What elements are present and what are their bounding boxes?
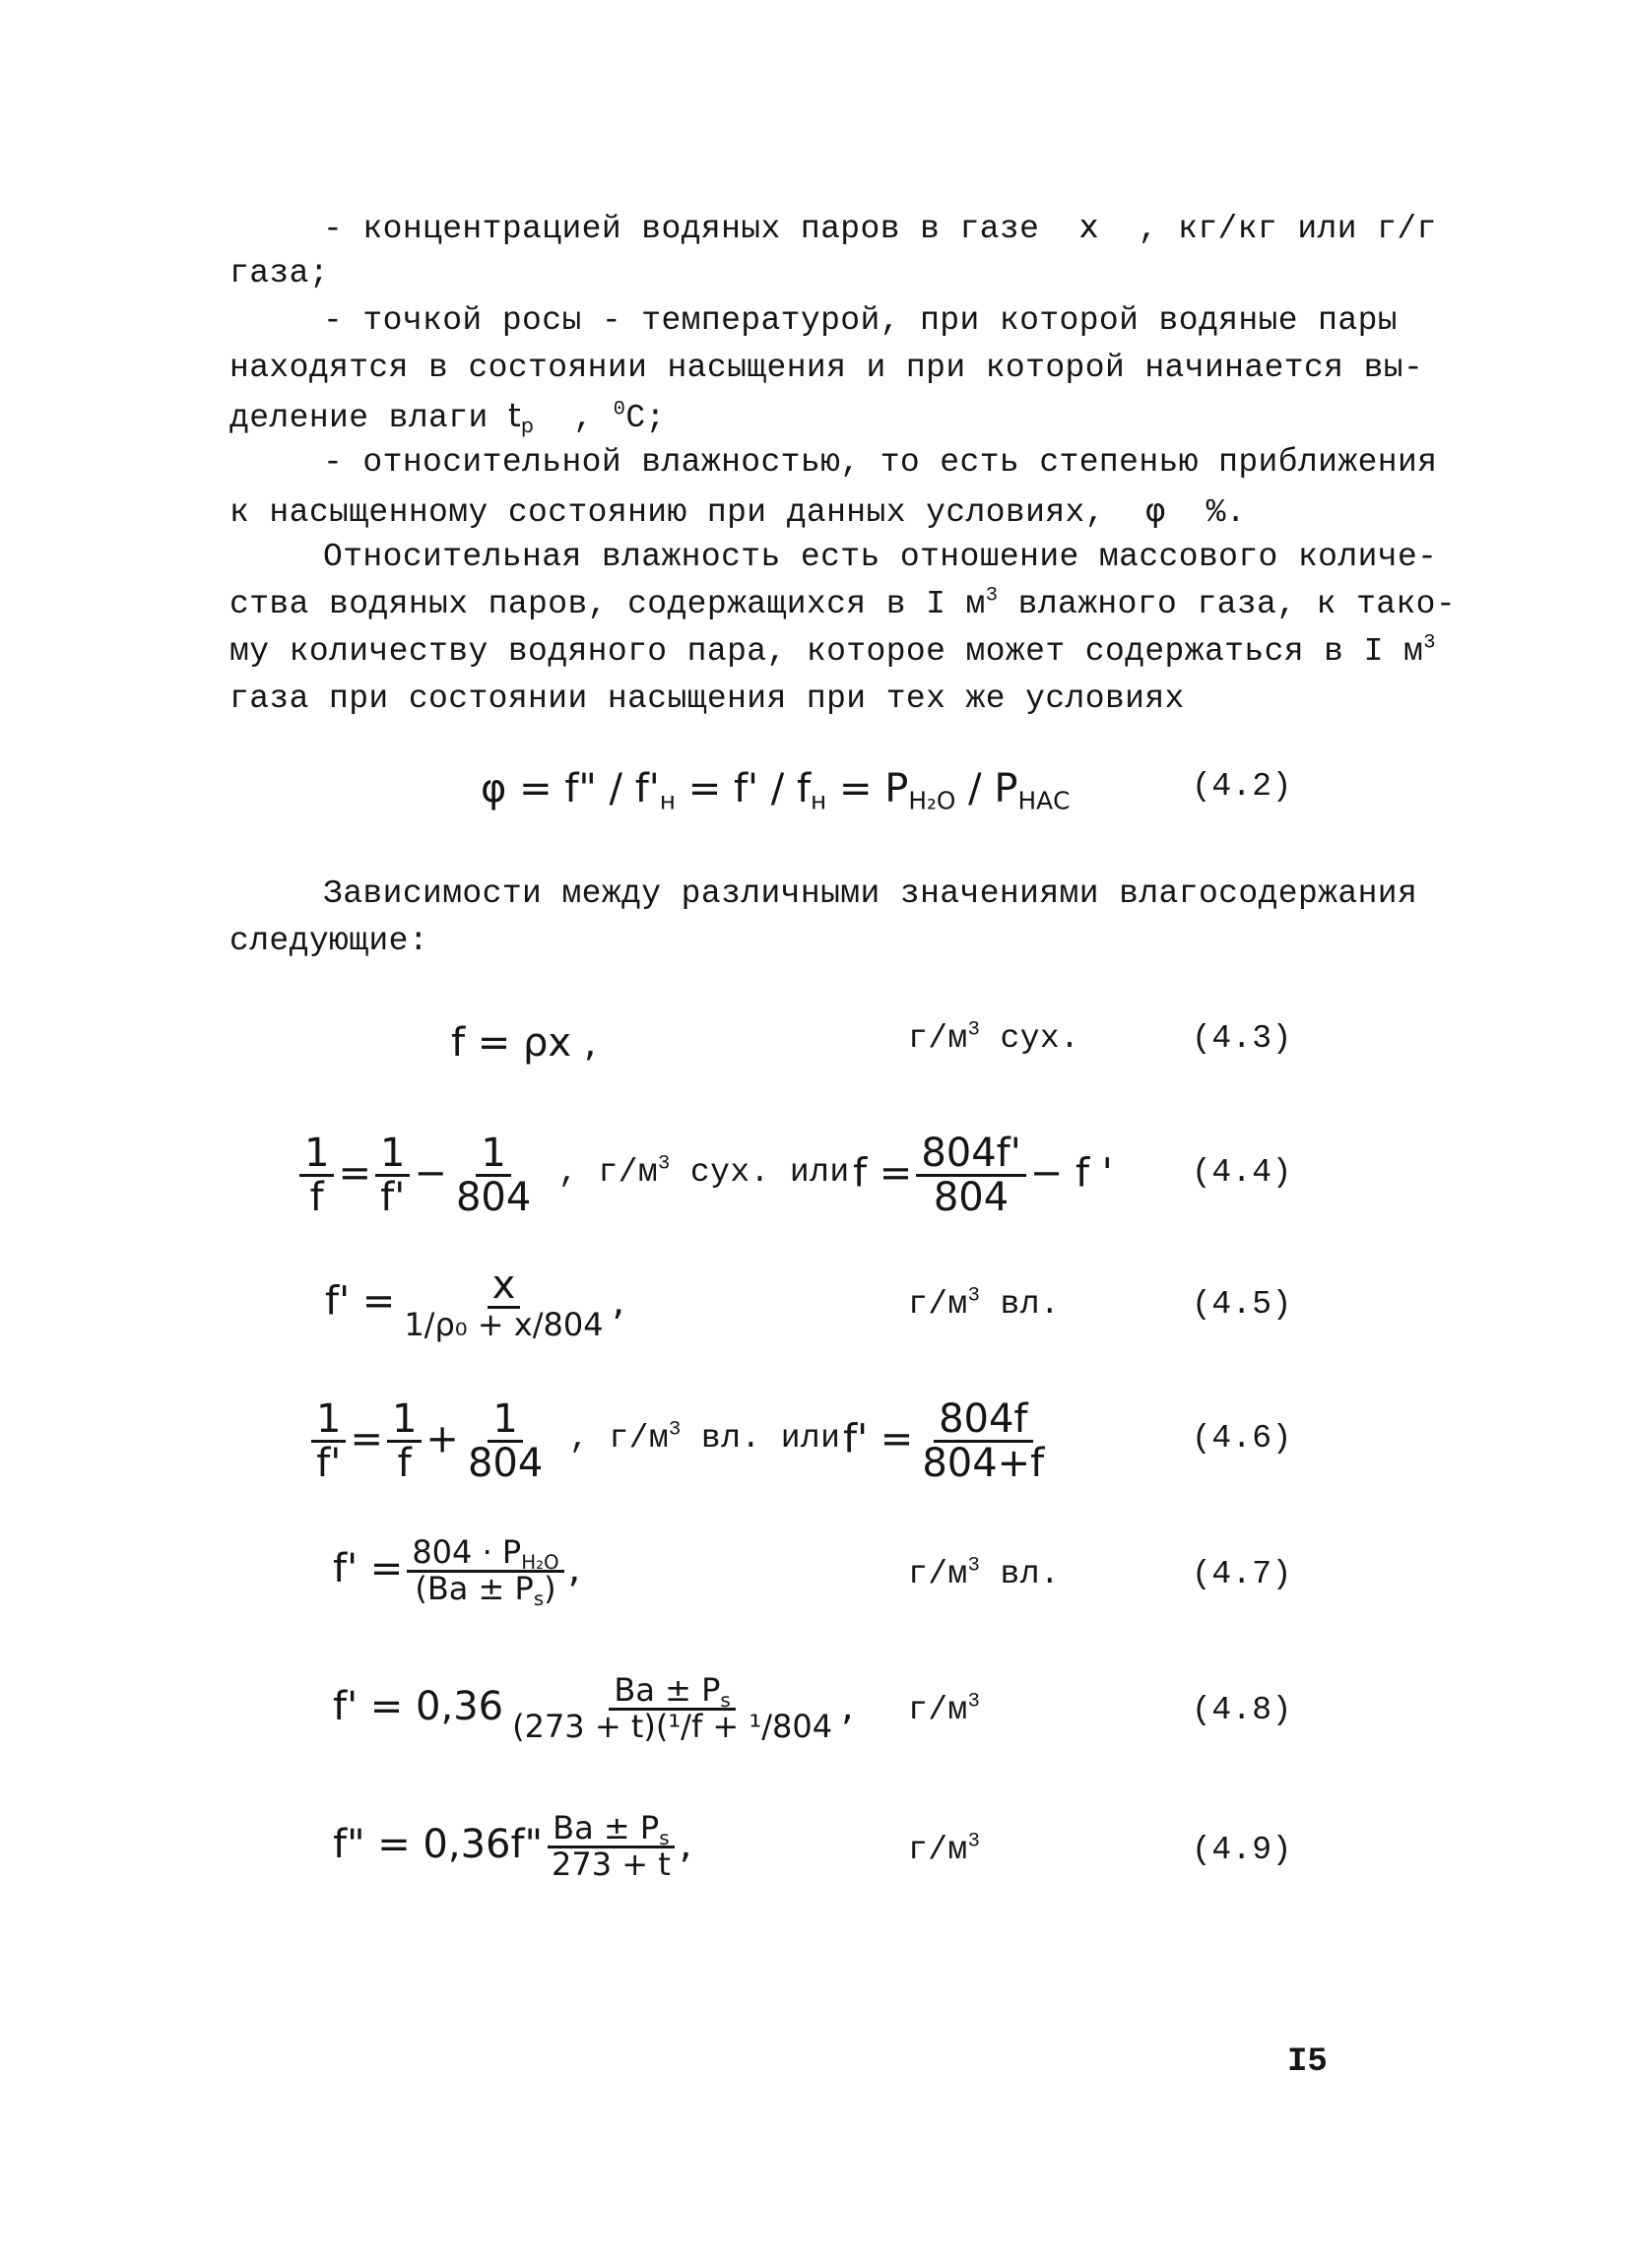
equation-number: (4.6) bbox=[1192, 1420, 1293, 1457]
text-line: к насыщенному состоянию при данных условиях, φ %. bbox=[229, 490, 1246, 531]
equation-unit: $г/м^3$ вл. bbox=[908, 1284, 1061, 1323]
text-line: следующие: bbox=[229, 923, 429, 959]
equation-number: (4.3) bbox=[1192, 1020, 1293, 1057]
equation-4-6: $\frac{1}{f'}$ = $\frac{1}{f}$ + $\frac{1}{804}$ bbox=[307, 1398, 552, 1484]
text-line: Зависимости между различными значениями влагосодержания bbox=[323, 875, 1418, 912]
equation-4-3: f = ρx , bbox=[451, 1020, 597, 1066]
equation-unit: $г/м^3$ bbox=[908, 1830, 981, 1868]
equation-number: (4.5) bbox=[1192, 1286, 1293, 1323]
variable-phi: φ bbox=[1144, 490, 1167, 529]
text-line: ства водяных паров, содержащихся в I $м^3$ влажного газа, к тако- bbox=[229, 584, 1457, 622]
text-line: - точкой росы - температурой, при которой водяные пары bbox=[323, 302, 1398, 339]
body-text-2 bbox=[229, 871, 1418, 965]
equation-4-6-rhs: f' = $\frac{804f}{804+f}$ bbox=[843, 1396, 1045, 1486]
equation-4-9: f" = 0,36f" $\frac{Ba \pm P_s}{273 + t}$ , bbox=[333, 1809, 692, 1883]
text-line: Относительная влажность есть отношение массового количе- bbox=[323, 539, 1438, 575]
variable-x: x bbox=[1078, 207, 1099, 245]
equation-4-5: f' = $\frac{x}{\text{1/ρ₀ + x/804}}$ , bbox=[325, 1263, 625, 1343]
equation-number: (4.7) bbox=[1192, 1556, 1293, 1592]
text-line: - относительной влажностью, то есть степенью приближения bbox=[323, 444, 1438, 481]
equation-number: (4.4) bbox=[1192, 1154, 1293, 1191]
equation-4-4: $\frac{1}{f}$ = $\frac{1}{f'}$ − $\frac{1}{804}$ bbox=[295, 1133, 540, 1218]
variable-tp: $t_р$ bbox=[507, 396, 534, 438]
equation-4-2: φ = f" / $f'_н = f' / f_н = P_{H_2O} / P_{НАС}$ bbox=[481, 766, 1071, 815]
text-line: му количеству водяного пара, которое может содержаться в I $м^3$ bbox=[229, 631, 1436, 670]
equation-unit: $г/м^3$ bbox=[908, 1690, 981, 1728]
equation-unit: $г/м^3$ сух. bbox=[908, 1018, 1080, 1057]
equation-4-8: f' = 0,36 $\frac{Ba \pm P_s}{\text{(273 + t)(¹/f + ¹/804}}$ , bbox=[333, 1671, 854, 1745]
equation-unit: , $г/м^3$ сух. или bbox=[558, 1152, 850, 1191]
text-line: газа; bbox=[229, 255, 330, 292]
equation-4-7: f' = $\frac{804 \cdot P_{H_2O}}{(Ba \pm P_s)}$ , bbox=[333, 1533, 581, 1610]
text-line: находятся в состоянии насыщения и при которой начинается вы- bbox=[229, 350, 1424, 386]
text-line: деление влаги $t_р$ , $^0$С; bbox=[229, 396, 666, 438]
equation-number: (4.2) bbox=[1192, 768, 1293, 805]
text-line: - концентрацией водяных паров в газе x , кг/кг или г/г bbox=[323, 207, 1437, 247]
equation-unit: , $г/м^3$ вл. или bbox=[569, 1418, 841, 1457]
equation-4-4-rhs: f = $\frac{804f'}{804}$ − f ' bbox=[853, 1131, 1113, 1220]
equation-number: (4.9) bbox=[1192, 1832, 1293, 1868]
equation-number: (4.8) bbox=[1192, 1692, 1293, 1728]
body-text bbox=[229, 203, 1457, 723]
text-line: газа при состоянии насыщения при тех же условиях bbox=[229, 680, 1185, 717]
page-number: I5 bbox=[1287, 2043, 1328, 2081]
equation-unit: $г/м^3$ вл. bbox=[908, 1554, 1061, 1592]
